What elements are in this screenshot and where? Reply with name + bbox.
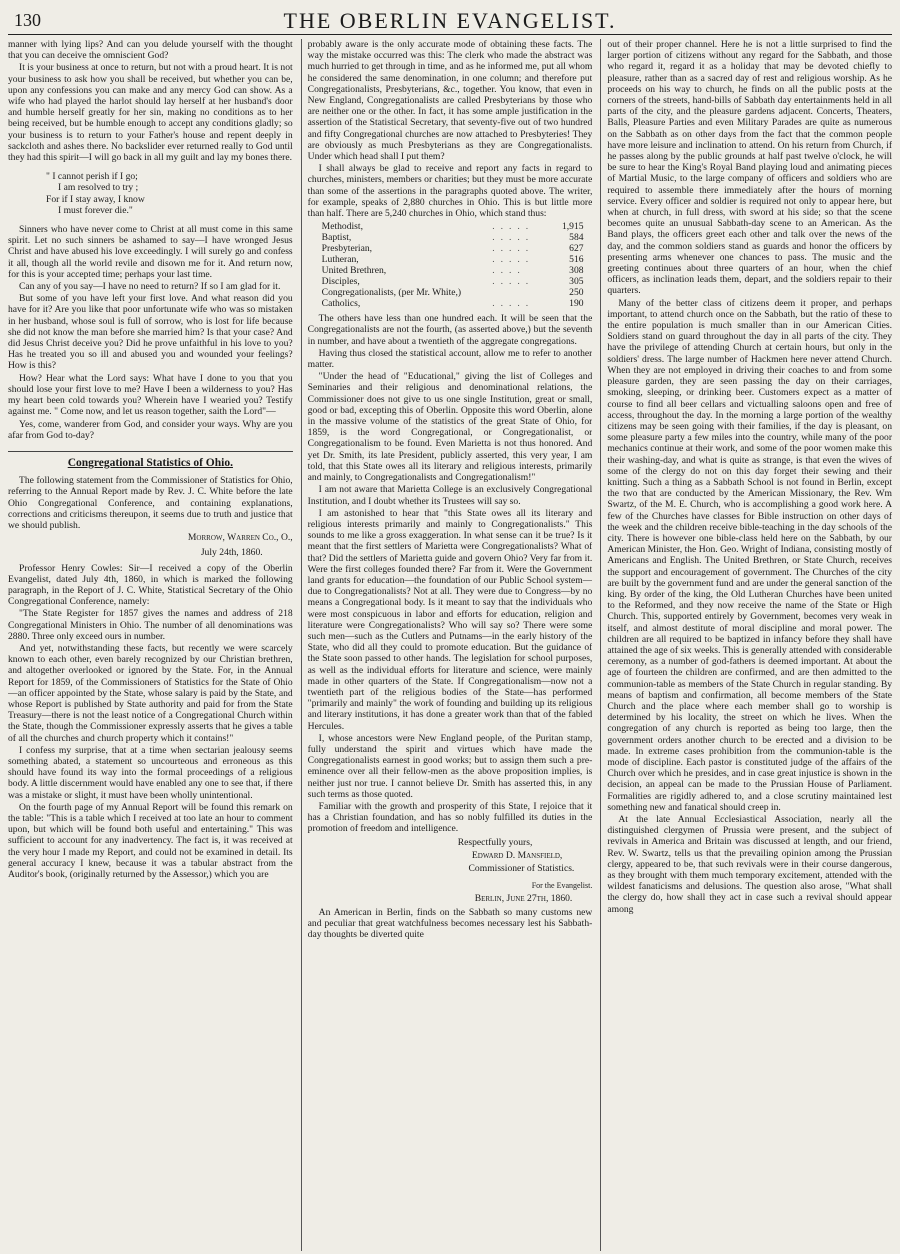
church-count: 584: [569, 232, 584, 244]
article-paragraph: I am not aware that Marietta College is an exclusively Congregational Institution, and I doubt whether its Trustees will say so.: [307, 484, 593, 507]
denomination-name: Baptist,: [321, 232, 352, 244]
denomination-name: Disciples,: [321, 276, 360, 288]
poem: [46, 171, 293, 216]
article-paragraph: On the fourth page of my Annual Report will be found this remark on the table: "This is a table which I received at too late an hour to comment upon, but which will be found both useful and entertaining." This was sufficient to account for any inadvertency. The fact is, it was received at the very hour I made my Report, and could not be examined in detail. Its general accuracy I knew, because it was a tabular abstract from the Auditor's book, (originally returned by the Assessor,) which you are: [8, 801, 293, 881]
church-count: 1,915: [561, 221, 584, 233]
page-header: [8, 8, 892, 35]
table-row: [322, 287, 584, 298]
church-statistics-table: [322, 221, 584, 309]
article-paragraph: I confess my surprise, that at a time when sectarian jealousy seems something abated, a statement so uncourteous and erroneous as this should have found its way into the formal proceedings of a religious body. A little discernment would have enabled any one to see that, if there was a mistake or slight, it must have been wholly unintentional.: [8, 744, 293, 801]
leader-dots: .....: [492, 298, 535, 310]
poem-line: I must forever die.": [58, 204, 133, 216]
page-number: 130: [14, 10, 41, 30]
dateline-date: July 24th, 1860.: [200, 547, 263, 559]
table-row: [322, 254, 584, 265]
signature-name: Edward D. Mansfield,: [471, 849, 563, 861]
table-row: [322, 221, 584, 232]
church-count: 516: [569, 254, 584, 266]
church-count: 305: [569, 276, 584, 288]
table-row: [322, 265, 584, 276]
church-count: 308: [569, 265, 584, 277]
article-paragraph: Having thus closed the statistical account, allow me to refer to another matter.: [307, 347, 593, 371]
article-paragraph: Professor Henry Cowles: Sir—I received a copy of the Oberlin Evangelist, dated July 4th, 1860, in which is marked the following paragraph, in the Report of J. C. White, Statistical Secretary of the Ohio Congregational Conference, namely:: [8, 562, 293, 608]
leader-dots: [492, 287, 543, 298]
article-paragraph: "Under the head of "Educational," giving the list of Colleges and Seminaries and their religious and denominational relations, the Commissioner does not give to us one single Institution, great or small, good or bad, excepting this of Oberlin. Opposite this word Oberlin, alone in the massive volume of the statistics of the great State of Ohio, for 1859, is the word Congregational, or Congregationalist, or Congregationalism to be found. Even Marietta is not thus honored. And yet Dr. Smith, its late President, publicly asserted, this very year, I am told, that this State owes all its literary and religious interests, primarily and mainly, to Congregationalists and Congregationalism!": [307, 371, 593, 484]
article-paragraph: How? Hear what the Lord says: What have I done to you that you should lose your first love to me? Have I been a wilderness to you? Has my heart been cold towards you? Wherein have I wearied you? Testify against me. " Come now, and let us reason together, saith the Lord"—: [8, 372, 293, 418]
article-paragraph: I shall always be glad to receive and report any facts in regard to churches, ministers, members or charities; but they must be more accurate than some of the assertions in the paragraphs quoted above. The writer, for example, speaks of 2,880 churches in Ohio. This is but little more than half. There are 5,240 churches in Ohio, which stand thus:: [307, 163, 593, 220]
leader-dots: .....: [492, 276, 535, 288]
article-paragraph: manner with lying lips? And can you delude yourself with the thought that you can deceive the omniscient God?: [8, 39, 293, 62]
table-row: [322, 232, 584, 243]
article-paragraph: I, whose ancestors were New England people, of the Puritan stamp, fully understand the spirit and virtues which have made the Congregationalists earnest in good works; but to assign them such a pre-eminence over all their fellow-men as the above proposition implies, is neither just nor true. I cannot believe Dr. Smith has asserted this, in any such terms as those quoted.: [307, 732, 593, 800]
signature-closing: Respectfully yours,: [457, 836, 533, 848]
article-paragraph: Sinners who have never come to Christ at all must come in this same spirit. Let no such sinners be ashamed to say—I have wronged Jesus Christ and have abused his love exceedingly. I will surely go and confess it all, though all the world revile and disown me for it. And return now, for this is your accepted time; perhaps your last time.: [8, 224, 293, 280]
column-1: [8, 39, 293, 1251]
article-paragraph: out of their proper channel. Here he is not a little surprised to find the larger portion of citizens without any regard for the Sabbath, and those who regard it, regard it as a holiday that may be devoted chiefly to pleasure, rather than as a sacred day of rest and religious worship. As he proceeds on his way to church, he finds on all the public posts at the corners of the streets, hand-bills of Sabbath day entertainments held in all parts of the city, and the pleasure gardens adjacent. Concerts, Theaters, Balls, Pleasure Parties and even Military Parades are quite as numerous on the Sabbath as on other days from the fact that the common people have more leisure and inclination to attend. On his return from Church, if he passes along by the public grounds at half past twelve o'clock, he will be sure to hear the King's Royal Band playing loud and animating pieces of Martial Music, to the large company of officers and soldiers who are required to assemble there immediately after the hours of morning service. Every officer and soldier is required not only to appear here, but when at church, in full dress, with sword at his side; so that the scene becomes quite an unusual Sabbath-day scene to an American. As the Band plays, the officers greet each other and talk over the news of the day, and the common soldiers stand as guards and honor the officers by presenting arms whenever one chances to pass. The music and the greeting continues about three quarters of an hour, when the chief officers, as inclination leads them, depart, and the soldiers repair to their quarters.: [607, 39, 892, 297]
byline-for: For the Evangelist.: [531, 881, 593, 891]
table-row: [322, 298, 584, 309]
article-paragraph: It is your business at once to return, but not with a proud heart. It is not your business to ask how you shall be received, but whether you can be, upon any confessions you can make and any mercy God can show. As a wife who had played the harlot should lay herself at her husband's door and humble herself greatly for her sin, making no conditions as to her being received, but be humble enough to accept any conditions gladly; so your business is to return to your Father's house and repent deeply in sackcloth and ashes there. No backslider ever returned really to God until they had this spirit—I will go back in all my guilt and lay my bones there.: [8, 62, 293, 164]
table-row: [322, 276, 584, 287]
denomination-name: Congregationalists, (per Mr. White,): [321, 287, 462, 299]
church-count: 250: [569, 287, 584, 299]
denomination-name: Lutheran,: [321, 254, 359, 266]
article-paragraph: An American in Berlin, finds on the Sabbath so many customs new and peculiar that great watchfulness becomes necessary lest his Sabbath-day thoughts be diverted quite: [307, 906, 593, 941]
poem-line: For if I stay away, I know: [46, 193, 145, 205]
article-paragraph: The following statement from the Commissioner of Statistics for Ohio, referring to the Annual Report made by Rev. J. C. White before the late Ohio Congregational Conference, and containing explanations, corrections and criticisms thereupon, it seems due to truth and justice that we should publish.: [8, 475, 293, 531]
column-3: [600, 39, 892, 1251]
signature-title: Commissioner of Statistics.: [468, 863, 575, 874]
article-paragraph: The others have less than one hundred each. It will be seen that the Congregationalists are not the fourth, (as asserted above,) but the seventh in number, and have about a twentieth of the aggregate congregations.: [307, 313, 593, 347]
poem-line: " I cannot perish if I go;: [46, 171, 138, 183]
leader-dots: .....: [492, 232, 535, 244]
dateline: Morrow, Warren Co., O.,: [187, 532, 293, 544]
denomination-name: Methodist,: [321, 221, 363, 233]
columns: [8, 39, 892, 1251]
leader-dots: .....: [492, 243, 535, 255]
article-paragraph: Yes, come, wanderer from God, and consider your ways. Why are you afar from God to-day?: [8, 418, 293, 441]
church-count: 190: [569, 298, 584, 310]
article-heading: Congregational Statistics of Ohio.: [8, 451, 293, 469]
leader-dots: .....: [492, 221, 535, 233]
article-paragraph: And yet, notwithstanding these facts, but recently we were scarcely known to each other, even barely recognized by our Christian brethren, and altogether overlooked or ignored by the State. For, in the Annual Report for 1859, of the Commissioners of Statistics for the State of Ohio—an officer appointed by the State, whose salary is paid by the State, and whose Report is published by State authority and paid for from the State Treasury—there is not the least notice of a Congregational Church within the State, though the Commissioner expressly asserts that he gives a table of all the churches and church property which it contains!": [8, 642, 293, 744]
article-paragraph: Many of the better class of citizens deem it proper, and perhaps important, to attend church once on the Sabbath, but the ratio of these to the entire population is much smaller than in our American Cities. Soldiers stand on guard throughout the day in all parts of the city. They have the privilege of attending Church at certain hours, but only in the soldiers' dress. The large number of Hackmen here never attend Church. When they are not employed in driving their coaches to and from some pleasure garden, they are seen passing the day on their carriages, smoking, sleeping, or drinking beer. Customers expect as a matter of course to find all beer cellars and victualling saloons open and free of access, throughout the day. In the morning a large portion of the wealthy citizens may be seen going with their families, if the day is pleasant, on some pleasure party a few miles into the country, while many of the poor mechanics continue at their work, and some of the poor women make this their washing-day, and what is quite as strange, is that even the wives of some of the clergy do not on this day forget their sewing and their knitting. Such a thing as a Sabbath School is not found in Berlin, except the two that are conducted by the American Missionary, the Rev. Wm Swartz, of the M. E. Church, who is accomplishing a good work here. A few of the Churches have classes for Bible instruction on other days of the week and the children receive bible-teaching in the day schools of the city. There is however one bible-class held here on the Sabbath, by our American Minister, the Hon. Geo. Wright of Indiana, consisting mostly of Americans and English. The United Brethren, or State Church, receives the support and encouragement of government. The Churches of the city are built by the government fund and are under the general sanction of the king. By order of the king, the Old Lutheran Churches have been united to the Reformed, and they now receive the name of the State or High Church. This, supported entirely by Government, becomes very weak in itself, and almost destitute of moral discipline and moral power. The children are all required to be baptized in infancy before they shall have attained the age of six weeks. This is generally attended with considerable ceremony, as a number of god-fathers is deemed important. At about the age of fourteen the children are confirmed, and are then admitted to the communion-table as members of the State Church in regular standing. By means of baptism and confirmation, all become members of the State Church and the place where each member shall go to worship is determined by his locality, the street on which he lives. When the congregation of any church is reported as being too large, then the government orders another church to be erected and a division to be made. In extreme cases prohibition from the communion-table is the mode of discipline. Each pastor is constituted judge of the affairs of the Church over which he presides, and in case great injustice is shown in the decision, an appeal can be made to the Prussian House of Parliament. Formalities are rigidly adhered to, and a close scrutiny maintained lest something new and fanatical should creep in.: [607, 297, 892, 813]
column-2: [301, 39, 593, 1251]
article-paragraph: At the late Annual Ecclesiastical Association, nearly all the distinguished clergymen of Prussia were present, and the subject of revivals in America and Britain was discussed at length, and our friend, Rev. W. Swartz, tells us that the prevailing opinion among the Prussian clergy, appeared to be, that such revivals were in their course dangerous, as they brought with them much temporary excitement, attended with the wildest fanaticisms and delusions. The question also arose, "What shall the clergy do, how shall they act in case such a revival should appear among: [607, 814, 892, 915]
article-paragraph: Familiar with the growth and prosperity of this State, I rejoice that it has a Christian foundation, and has so nobly fulfilled its duties in the promotion of freedom and intelligence.: [307, 800, 593, 835]
denomination-name: Catholics,: [321, 298, 361, 310]
denomination-name: United Brethren,: [321, 265, 387, 277]
article-paragraph: probably aware is the only accurate mode of obtaining these facts. The way the mistake occurred was this: The clerk who made the abstract was much hurried to get through in time, and as he informed me, put all whom he considered the same denomination, in one column; and therefore put Congregationalists, Presbyterians, &c., together. You know, that even in New England, Congregationalists are called Presbyterians by those who are neither one or the other. In fact, it has some ample justification in the assertion of the Statistical Secretary, that seventy-five out of two hundred and fifty Congregational churches are now attached to Presbyteries! They are obviously as much Presbyterians as they are Congregationalists. Under which head shall I put them?: [307, 39, 593, 163]
poem-line: I am resolved to try ;: [58, 182, 139, 194]
article-paragraph: Can any of you say—I have no need to return? If so I am glad for it.: [19, 281, 281, 293]
denomination-name: Presbyterian,: [321, 243, 373, 255]
masthead: THE OBERLIN EVANGELIST.: [283, 8, 617, 33]
leader-dots: ....: [492, 265, 526, 277]
church-count: 627: [569, 243, 584, 255]
leader-dots: .....: [492, 254, 535, 266]
table-row: [322, 243, 584, 254]
berlin-dateline: Berlin, June 27th, 1860.: [474, 893, 573, 905]
article-paragraph: "The State Register for 1857 gives the names and address of 218 Congregational Ministers in Ohio. The number of all denominations was 2880. Three only exceed ours in number.: [8, 608, 293, 642]
article-paragraph: I am astonished to hear that "this State owes all its literary and religious interests primarily and mainly to Congregationalists." This sounds to me like a gross exaggeration. In what sense can it be true? Is it meant that the first settlers of Marietta were Congregationalists? What of that? Did the settlers of Marietta guide and govern Ohio? Very far from it. Were the first colleges founded there? Far from it. Were the Government land grants for education—the foundation of our Public School system—due to Congregationalists? Not at all. They were due to Congress—by no means a Congregational body. Is it meant to say that the individuals who were most conspicuous in labor and efforts for education, religion and literature were Congregationalists? Who will say so? There were some such men—such as the Cutlers and Putnams—in the early history of the State, who did all they could to promote education. But the guidance of the State soon passed to other hands. The legislation for school purposes, as well as the individual efforts for literature and science, were mainly made in other quarters of the State. If Congregationalism—now not a twentieth part of the religious bodies of the State—has performed "primarily and mainly" the work of founding and building up its religious and literary institutions, it has done a greater work than that of the fabled Hercules.: [307, 507, 593, 732]
article-paragraph: But some of you have left your first love. And what reason did you have for it? Are you like that poor unfortunate wife who was so mistaken in her husband, whose soul is full of sorrow, who is lost for life because she did not know the man before she married him? Is that your case? And did Jesus Christ deceive you? Did he prove unfaithful in his love to you? Has he treated you so ill and abused you and wounded your feelings? How is this?: [8, 293, 293, 372]
